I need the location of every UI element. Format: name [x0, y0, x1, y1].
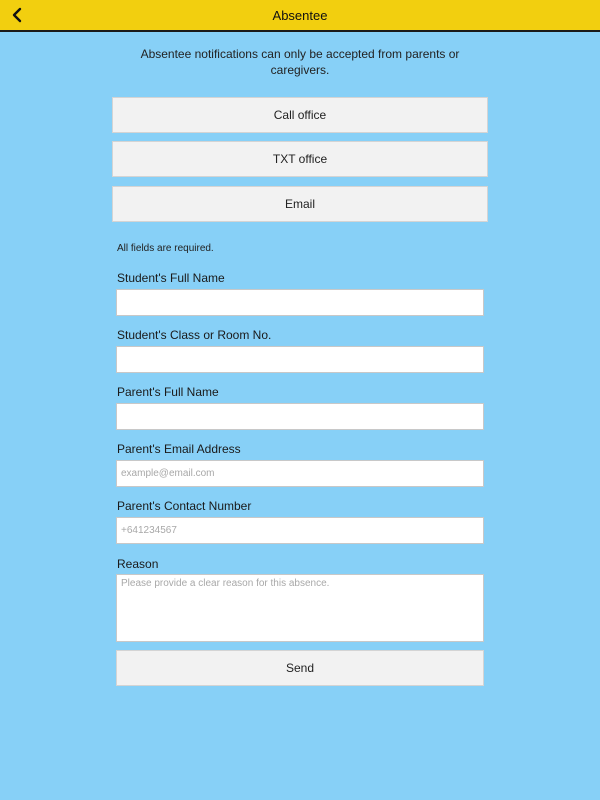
student-class-input[interactable] [116, 346, 484, 373]
parent-phone-input[interactable] [116, 517, 484, 544]
app-header [0, 0, 600, 32]
required-fields-note: All fields are required. [117, 243, 214, 254]
email-button[interactable]: Email [112, 186, 488, 222]
parent-phone-label: Parent's Contact Number [117, 499, 252, 513]
txt-office-button[interactable]: TXT office [112, 141, 488, 177]
reason-textarea[interactable] [116, 574, 484, 642]
parent-name-label: Parent's Full Name [117, 385, 219, 399]
student-name-input[interactable] [116, 289, 484, 316]
parent-email-input[interactable] [116, 460, 484, 487]
student-name-label: Student's Full Name [117, 271, 225, 285]
call-office-button[interactable]: Call office [112, 97, 488, 133]
reason-label: Reason [117, 557, 159, 571]
absentee-notice: Absentee notifications can only be accepted from parents or caregivers. [140, 47, 460, 77]
parent-email-label: Parent's Email Address [117, 442, 241, 456]
parent-name-input[interactable] [116, 403, 484, 430]
student-class-label: Student's Class or Room No. [117, 328, 272, 342]
page-title: Absentee [272, 8, 328, 23]
send-button[interactable]: Send [116, 650, 484, 686]
